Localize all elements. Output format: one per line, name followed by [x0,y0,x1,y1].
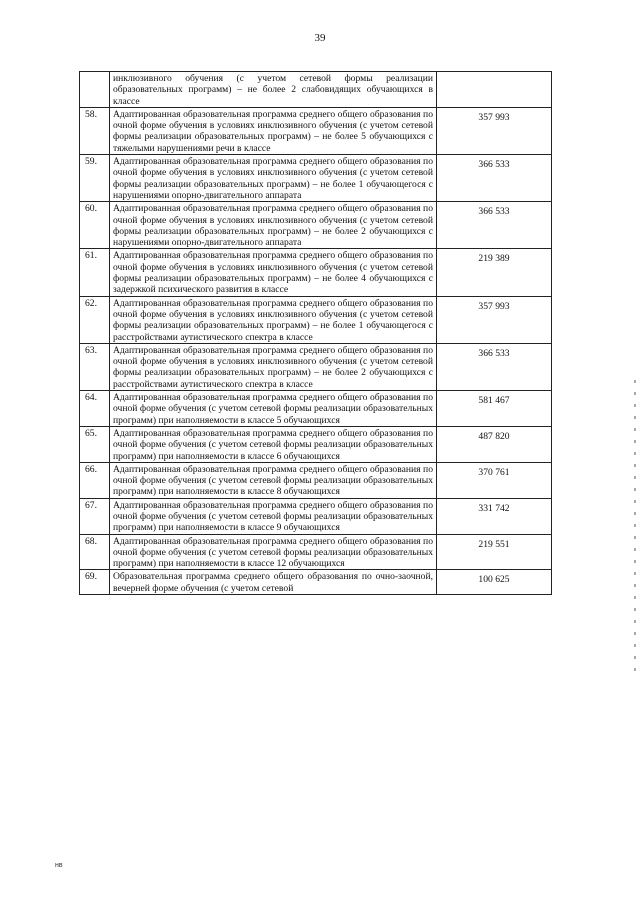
row-description: Адаптированная образовательная программа среднего общего образования по очной форме обучения в условиях инклюзивного обучения (с учетом сетевой формы реализации образовательных программ) – не более 2 обучающихся с нарушениями опорно-двигательного аппарата [110,202,437,249]
row-number: 65. [80,426,110,462]
table-row [80,343,552,390]
table-row [80,498,552,534]
table-row [80,570,552,595]
row-number [80,72,110,108]
row-value: 331 742 [437,498,552,534]
row-description: Адаптированная образовательная программа среднего общего образования по очной форме обучения (с учетом сетевой формы реализации образовательных программ) при наполняемости в классе 9 обучающихся [110,498,437,534]
table-row [80,107,552,154]
page-number: 39 [314,32,326,44]
row-number: 63. [80,343,110,390]
row-description: Адаптированная образовательная программа среднего общего образования по очной форме обучения в условиях инклюзивного обучения (с учетом сетевой формы реализации образовательных программ) – не более 5 обучающихся с тяжелыми нарушениями речи в классе [110,107,437,154]
table-row [80,72,552,108]
table-row [80,296,552,343]
row-value: 370 761 [437,462,552,498]
table-row [80,155,552,202]
row-description: Адаптированная образовательная программа среднего общего образования по очной форме обучения (с учетом сетевой формы реализации образовательных программ) при наполняемости в классе 12 обучающихся [110,534,437,570]
table-body [80,72,552,595]
row-description: Адаптированная образовательная программа среднего общего образования по очной форме обучения в условиях инклюзивного обучения (с учетом сетевой формы реализации образовательных программ) – не более 2 обучающихся с расстройствами аутистического спектра в классе [110,343,437,390]
row-number: 67. [80,498,110,534]
row-number: 66. [80,462,110,498]
row-number: 64. [80,391,110,427]
row-description: Адаптированная образовательная программа среднего общего образования по очной форме обучения в условиях инклюзивного обучения (с учетом сетевой формы реализации образовательных программ) – не более 4 обучающихся с задержкой психического развития в классе [110,249,437,296]
row-description: Адаптированная образовательная программа среднего общего образования по очной форме обучения в условиях инклюзивного обучения (с учетом сетевой формы реализации образовательных программ) – не более 1 обучающегося с расстройствами аутистического спектра в классе [110,296,437,343]
table-row [80,534,552,570]
row-number: 68. [80,534,110,570]
row-value: 219 551 [437,534,552,570]
row-description: инклюзивного обучения (с учетом сетевой формы реализации образовательных программ) – не более 2 слабовидящих обучающихся в классе [110,72,437,108]
table-row [80,202,552,249]
row-description: Образовательная программа среднего общего образования по очно-заочной, вечерней форме обучения (с учетом сетевой [110,570,437,595]
row-value: 366 533 [437,155,552,202]
row-number: 61. [80,249,110,296]
row-description: Адаптированная образовательная программа среднего общего образования по очной форме обучения (с учетом сетевой формы реализации образовательных программ) при наполняемости в классе 8 обучающихся [110,462,437,498]
row-number: 62. [80,296,110,343]
tariff-table [79,71,552,595]
row-description: Адаптированная образовательная программа среднего общего образования по очной форме обучения в условиях инклюзивного обучения (с учетом сетевой формы реализации образовательных программ) – не более 1 обучающегося с нарушениями опорно-двигательного аппарата [110,155,437,202]
row-description: Адаптированная образовательная программа среднего общего образования по очной форме обучения (с учетом сетевой формы реализации образовательных программ) при наполняемости в классе 6 обучающихся [110,426,437,462]
table-row [80,249,552,296]
row-number: 58. [80,107,110,154]
row-value: 357 993 [437,107,552,154]
footer-mark: нв [55,862,63,869]
table-row [80,462,552,498]
scan-edge-marks [634,380,636,680]
row-value: 219 389 [437,249,552,296]
row-number: 69. [80,570,110,595]
row-value: 581 467 [437,391,552,427]
row-number: 59. [80,155,110,202]
row-number: 60. [80,202,110,249]
row-value: 366 533 [437,202,552,249]
row-description: Адаптированная образовательная программа среднего общего образования по очной форме обучения (с учетом сетевой формы реализации образовательных программ) при наполняемости в классе 5 обучающихся [110,391,437,427]
row-value [437,72,552,108]
row-value: 487 820 [437,426,552,462]
table-row [80,391,552,427]
row-value: 357 993 [437,296,552,343]
table-row [80,426,552,462]
row-value: 100 625 [437,570,552,595]
row-value: 366 533 [437,343,552,390]
